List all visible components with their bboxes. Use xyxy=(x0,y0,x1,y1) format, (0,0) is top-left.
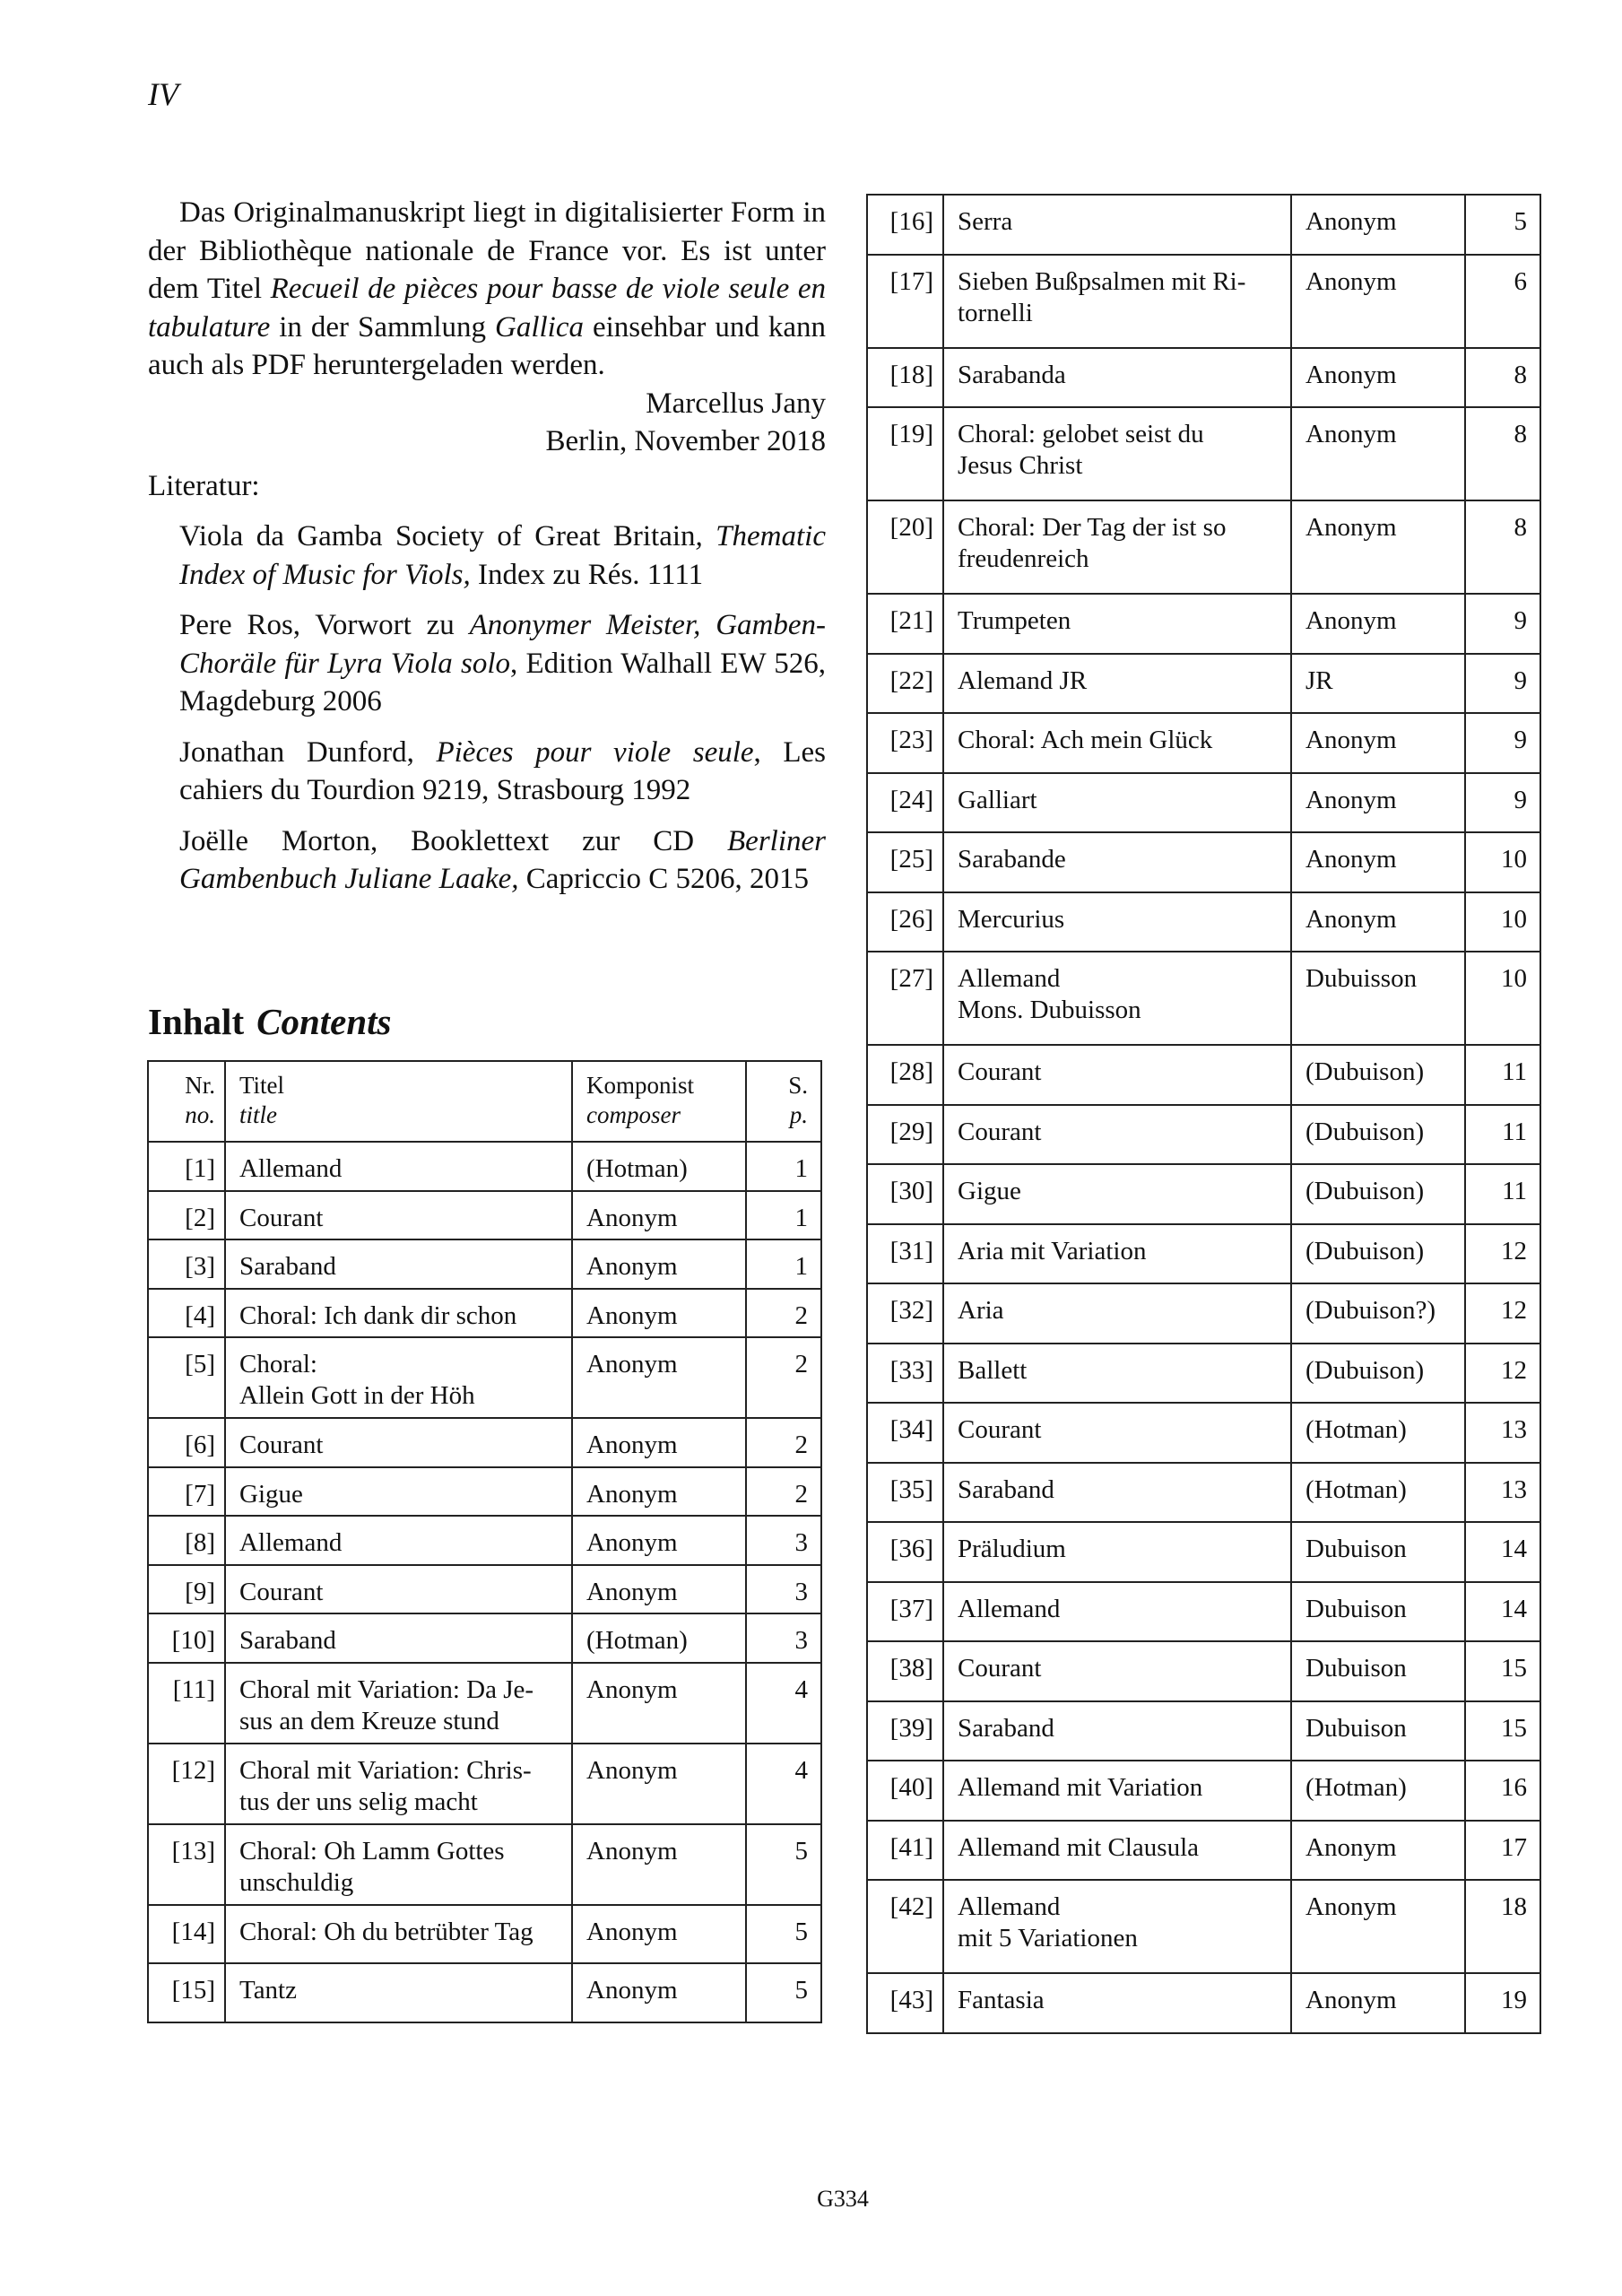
entry-title-continued: tornelli xyxy=(958,298,1033,327)
entry-page: 9 xyxy=(1514,606,1527,635)
table-row xyxy=(148,1142,821,1191)
entry-title: Aria xyxy=(958,1296,1004,1325)
entry-title: Präludium xyxy=(958,1535,1066,1563)
entry-title-continued: mit 5 Variationen xyxy=(958,1924,1138,1952)
entry-title: Gigue xyxy=(958,1177,1021,1205)
table-row xyxy=(867,407,1540,500)
table-row xyxy=(867,195,1540,255)
table-row xyxy=(148,1467,821,1517)
entry-page: 6 xyxy=(1514,266,1527,296)
contents-heading xyxy=(148,1000,392,1043)
reference-item xyxy=(179,517,826,594)
table-row xyxy=(867,1522,1540,1582)
entry-number: [37] xyxy=(889,1594,933,1623)
header-nr: Nr. xyxy=(185,1072,215,1099)
entry-title: Gigue xyxy=(239,1479,303,1509)
entry-number: [42] xyxy=(889,1892,933,1921)
header-composer: Komponist xyxy=(586,1072,695,1099)
reference-author: Pere Ros, Vorwort zu xyxy=(179,609,470,641)
entry-title: Alemand JR xyxy=(958,665,1088,695)
table-row xyxy=(148,1905,821,1964)
entry-number: [26] xyxy=(889,904,933,934)
reference-details: , Les cahiers du Tourdion 9219, Strasbourg 1992 xyxy=(179,735,826,806)
entry-page: 18 xyxy=(1501,1892,1527,1921)
entry-number: [19] xyxy=(889,420,933,448)
literature-label: Literatur: xyxy=(148,469,260,502)
table-row xyxy=(867,348,1540,408)
entry-title: Choral mit Variation: Da Je- xyxy=(239,1674,534,1704)
entry-title: Courant xyxy=(239,1431,324,1459)
entry-title: Courant xyxy=(239,1203,324,1232)
entry-page: 4 xyxy=(794,1674,808,1704)
entry-page: 14 xyxy=(1501,1594,1527,1623)
table-row xyxy=(867,713,1540,773)
entry-number: [16] xyxy=(889,207,933,236)
entry-number: [18] xyxy=(889,360,933,389)
entry-composer: (Hotman) xyxy=(1305,1773,1407,1802)
table-header-row xyxy=(148,1061,821,1142)
reference-item xyxy=(179,734,826,810)
entry-composer: Anonym xyxy=(586,1755,678,1785)
entry-composer: (Hotman) xyxy=(1305,1415,1407,1444)
entry-title-continued: Jesus Christ xyxy=(958,451,1083,480)
entry-number: [30] xyxy=(889,1177,933,1205)
entry-page: 2 xyxy=(794,1479,808,1509)
contents-table-left xyxy=(147,1060,822,2023)
entry-page: 5 xyxy=(794,1976,808,2005)
entry-page: 5 xyxy=(1514,207,1527,236)
entry-title: Mercurius xyxy=(958,904,1065,934)
entry-composer: Dubuison xyxy=(1305,1654,1407,1683)
entry-composer: Anonym xyxy=(586,1252,678,1281)
entry-page: 11 xyxy=(1502,1117,1527,1146)
entry-title: Choral: Oh Lamm Gottes xyxy=(239,1836,505,1866)
table-row xyxy=(867,255,1540,348)
entry-page: 1 xyxy=(794,1154,808,1183)
entry-composer: Anonym xyxy=(586,1203,678,1232)
entry-title-continued: Mons. Dubuisson xyxy=(958,996,1141,1024)
entry-number: [17] xyxy=(889,266,933,296)
entry-number: [29] xyxy=(889,1117,933,1146)
entry-composer: (Dubuison) xyxy=(1305,1177,1425,1205)
entry-title: Saraband xyxy=(958,1474,1054,1504)
entry-title: Sarabanda xyxy=(958,360,1066,389)
entry-composer: Anonym xyxy=(586,1431,678,1459)
table-row xyxy=(867,1224,1540,1284)
entry-number: [38] xyxy=(889,1654,933,1683)
entry-title: Courant xyxy=(958,1654,1042,1683)
entry-composer: Anonym xyxy=(1305,1986,1397,2014)
preface-paragraph xyxy=(148,194,826,385)
entry-number: [1] xyxy=(185,1154,215,1183)
entry-title: Choral: xyxy=(239,1350,317,1378)
entry-title: Choral: Oh du betrübter Tag xyxy=(239,1917,533,1946)
entry-composer: (Hotman) xyxy=(586,1626,688,1655)
signature-place-date: Berlin, November 2018 xyxy=(545,425,826,457)
entry-composer: (Hotman) xyxy=(586,1154,688,1183)
entry-title-continued: freudenreich xyxy=(958,544,1089,573)
entry-page: 3 xyxy=(794,1528,808,1557)
entry-number: [13] xyxy=(171,1836,215,1866)
entry-title: Sarabande xyxy=(958,845,1066,874)
reference-title: Pièces pour viole seule xyxy=(436,735,754,769)
reference-details: Index zu Rés. 1111 xyxy=(470,558,704,591)
entry-number: [23] xyxy=(889,726,933,754)
entry-number: [2] xyxy=(185,1203,215,1232)
table-row xyxy=(867,952,1540,1045)
reference-title: , Thematic Index of Music for Viols, xyxy=(179,520,826,591)
table-row xyxy=(867,1164,1540,1224)
entry-number: [28] xyxy=(889,1057,933,1086)
entry-title: Courant xyxy=(958,1057,1042,1086)
entry-number: [4] xyxy=(185,1300,215,1330)
entry-composer: (Dubuison) xyxy=(1305,1057,1425,1086)
entry-composer: Anonym xyxy=(1305,845,1397,874)
entry-page: 9 xyxy=(1514,665,1527,695)
table-row xyxy=(867,1761,1540,1821)
entry-composer: Dubuisson xyxy=(1305,964,1418,993)
table-row xyxy=(867,773,1540,833)
entry-composer: Anonym xyxy=(1305,420,1397,448)
table-row xyxy=(867,594,1540,654)
table-row xyxy=(148,1191,821,1240)
entry-composer: (Dubuison) xyxy=(1305,1117,1425,1146)
entry-number: [21] xyxy=(889,606,933,635)
page-number: IV xyxy=(148,76,178,112)
preface-text: Das Originalmanuskript liegt in digitalisierter Form in der Bibliothèque nationale de France vor. Es ist unter dem Titel xyxy=(148,196,826,305)
table-row xyxy=(148,1289,821,1338)
entry-number: [25] xyxy=(889,845,933,874)
entry-composer: Anonym xyxy=(1305,726,1397,754)
header-nr-en: no. xyxy=(185,1101,215,1128)
entry-number: [31] xyxy=(889,1236,933,1265)
entry-page: 11 xyxy=(1502,1057,1527,1086)
entry-title: Trumpeten xyxy=(958,606,1071,635)
reference-item xyxy=(179,822,826,899)
entry-composer: Anonym xyxy=(1305,513,1397,542)
entry-composer: (Dubuison) xyxy=(1305,1355,1425,1385)
table-row xyxy=(148,1963,821,2022)
table-row xyxy=(148,1337,821,1418)
entry-title: Choral: Der Tag der ist so xyxy=(958,513,1227,542)
entry-composer: (Dubuison) xyxy=(1305,1236,1425,1265)
entry-title: Serra xyxy=(958,207,1013,236)
entry-number: [5] xyxy=(185,1350,215,1378)
entry-number: [35] xyxy=(889,1474,933,1504)
entry-number: [3] xyxy=(185,1252,215,1281)
header-composer-en: composer xyxy=(586,1101,681,1128)
entry-number: [9] xyxy=(185,1577,215,1606)
reference-list xyxy=(148,517,826,899)
collection-name: Gallica xyxy=(495,310,584,344)
entry-title: Choral: Ach mein Glück xyxy=(958,726,1213,754)
table-row xyxy=(867,1105,1540,1165)
entry-page: 2 xyxy=(794,1431,808,1459)
entry-number: [20] xyxy=(889,513,933,542)
header-title-en: title xyxy=(239,1101,277,1128)
table-row xyxy=(867,1463,1540,1523)
table-row xyxy=(867,1283,1540,1344)
entry-title: Aria mit Variation xyxy=(958,1236,1147,1265)
entry-page: 10 xyxy=(1501,904,1527,934)
entry-title: Sieben Bußpsalmen mit Ri- xyxy=(958,266,1246,296)
table-row xyxy=(148,1744,821,1824)
entry-number: [36] xyxy=(889,1535,933,1563)
reference-details: , Edition Walhall EW 526, Magdeburg 2006 xyxy=(179,647,826,718)
preface-text: einsehbar und kann auch als PDF heruntergeladen werden. xyxy=(148,310,826,381)
entry-number: [33] xyxy=(889,1355,933,1385)
entry-composer: Anonym xyxy=(586,1674,678,1704)
entry-page: 8 xyxy=(1514,360,1527,389)
preface-text: in der Sammlung xyxy=(270,310,495,344)
reference-title: Berliner Gambenbuch Juliane Laake, xyxy=(179,824,826,895)
header-title: Titel xyxy=(239,1072,285,1099)
entry-number: [41] xyxy=(889,1832,933,1862)
entry-number: [15] xyxy=(171,1976,215,2005)
entry-composer: Anonym xyxy=(1305,1892,1397,1921)
entry-title-continued: Allein Gott in der Höh xyxy=(239,1381,475,1410)
entry-title: Allemand xyxy=(958,1594,1061,1623)
entry-title-continued: sus an dem Kreuze stund xyxy=(239,1706,499,1735)
entry-title: Tantz xyxy=(239,1976,297,2005)
entry-page: 11 xyxy=(1502,1177,1527,1205)
entry-composer: (Hotman) xyxy=(1305,1474,1407,1504)
entry-page: 12 xyxy=(1501,1355,1527,1385)
entry-number: [11] xyxy=(172,1674,215,1704)
entry-number: [43] xyxy=(889,1986,933,2014)
entry-number: [14] xyxy=(171,1917,215,1946)
entry-composer: Dubuison xyxy=(1305,1713,1407,1743)
heading-en: Contents xyxy=(256,1001,392,1042)
entry-page: 19 xyxy=(1501,1986,1527,2014)
table-row xyxy=(867,892,1540,952)
entry-composer: Anonym xyxy=(1305,904,1397,934)
entry-composer: Anonym xyxy=(586,1577,678,1606)
table-row xyxy=(867,500,1540,594)
entry-page: 16 xyxy=(1501,1773,1527,1802)
table-row xyxy=(148,1239,821,1289)
entry-page: 13 xyxy=(1501,1415,1527,1444)
entry-page: 12 xyxy=(1501,1296,1527,1325)
entry-page: 8 xyxy=(1514,420,1527,448)
entry-page: 10 xyxy=(1501,964,1527,993)
table-row xyxy=(867,1973,1540,2033)
entry-page: 17 xyxy=(1501,1832,1527,1862)
entry-page: 9 xyxy=(1514,726,1527,754)
entry-page: 14 xyxy=(1501,1535,1527,1563)
entry-page: 5 xyxy=(794,1917,808,1946)
entry-composer: Anonym xyxy=(1305,360,1397,389)
entry-composer: Anonym xyxy=(586,1836,678,1866)
entry-page: 3 xyxy=(794,1626,808,1655)
entry-title-continued: unschuldig xyxy=(239,1867,354,1897)
entry-page: 8 xyxy=(1514,513,1527,542)
heading-de: Inhalt xyxy=(148,1001,245,1042)
entry-title: Choral: gelobet seist du xyxy=(958,420,1204,448)
entry-number: [7] xyxy=(185,1479,215,1509)
entry-title: Courant xyxy=(958,1415,1042,1444)
entry-composer: Anonym xyxy=(1305,1832,1397,1862)
table-row xyxy=(148,1663,821,1744)
entry-page: 2 xyxy=(794,1300,808,1330)
entry-composer: Anonym xyxy=(586,1350,678,1378)
table-row xyxy=(148,1613,821,1663)
entry-title: Fantasia xyxy=(958,1986,1045,2014)
table-row xyxy=(867,1880,1540,1973)
entry-page: 12 xyxy=(1501,1236,1527,1265)
entry-page: 10 xyxy=(1501,845,1527,874)
entry-composer: Anonym xyxy=(586,1917,678,1946)
entry-composer: Dubuison xyxy=(1305,1535,1407,1563)
preface-column xyxy=(148,194,826,899)
header-page: S. xyxy=(788,1072,808,1099)
manuscript-title: Recueil de pièces pour basse de viole seule en tabulature xyxy=(148,273,826,344)
entry-title: Courant xyxy=(239,1577,324,1606)
entry-composer: Dubuison xyxy=(1305,1594,1407,1623)
table-row xyxy=(867,1403,1540,1463)
entry-composer: Anonym xyxy=(1305,207,1397,236)
reference-details: Capriccio C 5206, 2015 xyxy=(518,863,810,895)
entry-title: Saraband xyxy=(958,1713,1054,1743)
table-row xyxy=(867,654,1540,714)
table-row xyxy=(867,1701,1540,1761)
entry-title: Allemand xyxy=(958,1892,1061,1921)
reference-item xyxy=(179,606,826,721)
entry-number: [32] xyxy=(889,1296,933,1325)
signature-name: Marcellus Jany xyxy=(646,387,826,420)
entry-title: Courant xyxy=(958,1117,1042,1146)
entry-number: [10] xyxy=(171,1626,215,1655)
entry-page: 9 xyxy=(1514,785,1527,814)
entry-composer: Anonym xyxy=(586,1479,678,1509)
entry-title: Allemand xyxy=(239,1154,343,1183)
entry-page: 5 xyxy=(794,1836,808,1866)
entry-number: [22] xyxy=(889,665,933,695)
entry-number: [12] xyxy=(171,1755,215,1785)
page-footer-code: G334 xyxy=(817,2186,869,2212)
table-row xyxy=(148,1418,821,1467)
table-row xyxy=(148,1565,821,1614)
entry-title: Saraband xyxy=(239,1252,336,1281)
entry-title: Allemand mit Clausula xyxy=(958,1832,1200,1862)
entry-page: 2 xyxy=(794,1350,808,1378)
table-row xyxy=(867,1821,1540,1881)
entry-composer: Anonym xyxy=(1305,266,1397,296)
table-row xyxy=(867,1344,1540,1404)
entry-number: [40] xyxy=(889,1773,933,1802)
table-row xyxy=(148,1516,821,1565)
table-row xyxy=(867,1641,1540,1701)
table-row xyxy=(867,1582,1540,1642)
entry-composer: Anonym xyxy=(1305,606,1397,635)
header-page-en: p. xyxy=(789,1101,808,1128)
entry-number: [39] xyxy=(889,1713,933,1743)
entry-composer: Anonym xyxy=(586,1300,678,1330)
entry-title: Galliart xyxy=(958,785,1037,814)
entry-page: 15 xyxy=(1501,1654,1527,1683)
table-row xyxy=(148,1824,821,1905)
entry-composer: Anonym xyxy=(1305,785,1397,814)
entry-title: Saraband xyxy=(239,1626,336,1655)
reference-author: Joëlle Morton, Booklettext zur CD xyxy=(179,824,728,857)
entry-number: [6] xyxy=(185,1431,215,1459)
entry-title: Allemand xyxy=(958,964,1061,993)
entry-page: 1 xyxy=(794,1203,808,1232)
entry-page: 3 xyxy=(794,1577,808,1606)
entry-number: [27] xyxy=(889,964,933,993)
entry-title-continued: tus der uns selig macht xyxy=(239,1787,478,1816)
table-row xyxy=(867,1045,1540,1105)
entry-composer: Anonym xyxy=(586,1528,678,1557)
entry-title: Allemand xyxy=(239,1528,343,1557)
table-row xyxy=(867,832,1540,892)
entry-composer: (Dubuison?) xyxy=(1305,1296,1436,1325)
entry-page: 15 xyxy=(1501,1713,1527,1743)
entry-title: Ballett xyxy=(958,1355,1028,1385)
entry-title: Choral mit Variation: Chris- xyxy=(239,1755,532,1785)
entry-number: [8] xyxy=(185,1528,215,1557)
entry-title: Allemand mit Variation xyxy=(958,1773,1203,1802)
entry-page: 4 xyxy=(794,1755,808,1785)
entry-composer: Anonym xyxy=(586,1976,678,2005)
entry-page: 13 xyxy=(1501,1474,1527,1504)
entry-title: Choral: Ich dank dir schon xyxy=(239,1300,517,1330)
entry-page: 1 xyxy=(794,1252,808,1281)
entry-number: [24] xyxy=(889,785,933,814)
reference-title: Anonymer Meister, Gamben-Choräle für Lyra Viola solo xyxy=(179,609,826,680)
contents-table-right xyxy=(866,194,1541,2034)
reference-author: Jonathan Dunford, xyxy=(179,735,437,769)
reference-author: Viola da Gamba Society of Great Britain xyxy=(179,520,696,552)
entry-number: [34] xyxy=(889,1415,933,1444)
entry-composer: JR xyxy=(1305,665,1333,695)
